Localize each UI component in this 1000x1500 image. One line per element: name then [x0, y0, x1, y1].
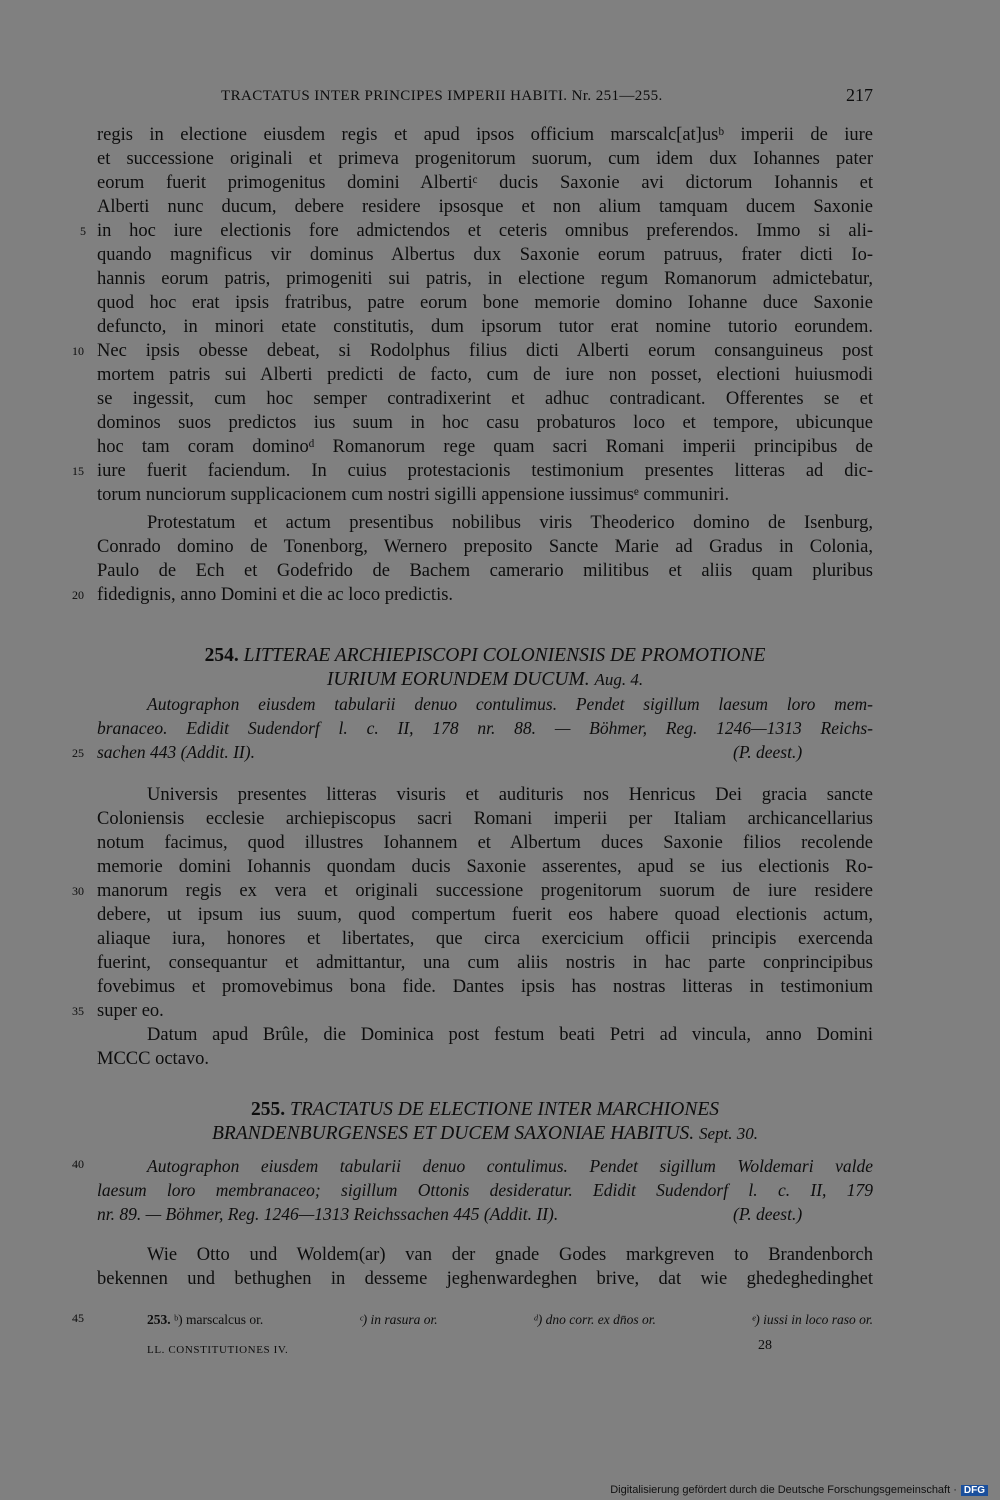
line-number: 20: [72, 588, 84, 602]
text-line: Universis presentes litteras visuris et audituris nos Henricus Dei gracia sancte: [147, 785, 873, 805]
text-line: Nec ipsis obesse debeat, si Rodolphus filius dicti Alberti eorum consanguineus post: [97, 341, 873, 361]
heading-255-date: Sept. 30.: [699, 1124, 759, 1143]
heading-254-title-cont: IURIUM EORUNDEM DUCUM.: [326, 669, 590, 690]
heading-255-title: TRACTATUS DE ELECTIONE INTER MARCHIONES: [289, 1099, 719, 1120]
footnote-c: ᶜ) in rasura or.: [359, 1312, 438, 1327]
note-line: sachen 443 (Addit. II).: [97, 742, 255, 762]
text-line: dominos suos predictos ius suum in hoc casu probaturos loco et tempore, ubicunque: [97, 413, 873, 433]
line-number: 10: [72, 344, 84, 358]
footnote-b: [147, 1312, 263, 1328]
text-line: Wie Otto und Woldem(ar) van der gnade Godes markgreven to Brandenborch: [147, 1245, 873, 1265]
text-line: aliaque iura, honores et libertates, que circa exercicium officii principis exercenda: [97, 929, 873, 949]
note-line: nr. 89. — Böhmer, Reg. 1246—1313 Reichssachen 445 (Addit. II).: [97, 1204, 559, 1224]
text-line: debere, ut ipsum ius suum, quod compertum fuerit eos habere quoad electionis actum,: [97, 905, 873, 925]
footnote-b-text: ᵇ) marscalcus or.: [174, 1312, 264, 1327]
text-line: bekennen und bethughen in desseme jeghenwardeghen brive, dat wie ghedeghedinghet: [97, 1269, 873, 1289]
text-line: fuerint, consequantur et admittantur, una cum aliis nostris in hac parte conprincipibus: [97, 953, 873, 973]
heading-255-line1: [97, 1098, 873, 1122]
text-line: torum nunciorum supplicacionem cum nostri sigilli appensione iussimusᵉ communiri.: [97, 485, 730, 505]
heading-255-number: 255.: [250, 1099, 286, 1120]
text-line: Datum apud Brûle, die Dominica post festum beati Petri ad vincula, anno Domini: [147, 1025, 873, 1045]
text-line: Protestatum et actum presentibus nobilibus viris Theoderico domino de Isenburg,: [147, 513, 873, 533]
text-line: quod hoc erat ipsis fratribus, patre eorum bone memorie domino Iohanne duce Saxonie: [97, 293, 873, 313]
text-line: notum facimus, quod illustres Iohannem et Albertum duces Saxonie filios recolende: [97, 833, 873, 853]
line-number: 45: [72, 1311, 84, 1325]
note-line: Autographon eiusdem tabularii denuo contulimus. Pendet sigillum laesum loro mem-: [147, 694, 873, 714]
text-line: memorie domini Iohannis quondam ducis Saxonie asserentes, apud se ius electionis Ro-: [97, 857, 873, 877]
heading-254-line1: [97, 644, 873, 668]
text-line: hannis eorum patris, primogeniti sui patris, in electione regum Romanorum admictebatur,: [97, 269, 873, 289]
text-line: fovebimus et promovebimus bona fide. Dantes ipsis has nostras litteras in testimonium: [97, 977, 873, 997]
heading-254-date: Aug. 4.: [594, 670, 644, 689]
heading-255-line2: [97, 1122, 873, 1146]
dfg-logo: DFG: [961, 1485, 988, 1496]
heading-254-title: LITTERAE ARCHIEPISCOPI COLONIENSIS DE PROMOTIONE: [243, 645, 766, 666]
note-line: (P. deest.): [733, 742, 803, 762]
text-line: hoc tam coram dominoᵈ Romanorum rege quam sacri Romani imperii principibus de: [97, 437, 873, 457]
text-line: super eo.: [97, 1001, 164, 1021]
line-number: 30: [72, 884, 84, 898]
line-number: 25: [72, 746, 84, 760]
page-number: 217: [846, 85, 873, 105]
text-line: manorum regis ex vera et originali successione progenitorum suorum de iure residere: [97, 881, 873, 901]
note-line: Autographon eiusdem tabularii denuo contulimus. Pendet sigillum Woldemari valde: [147, 1156, 873, 1176]
running-header: [97, 85, 873, 108]
note-line: laesum loro membranaceo; sigillum Ottonis desideratur. Edidit Sudendorf l. c. II, 179: [97, 1180, 873, 1200]
line-number: 5: [80, 224, 86, 238]
text-line: MCCC octavo.: [97, 1049, 210, 1069]
series-title: LL. CONSTITUTIONES IV.: [147, 1344, 289, 1356]
text-line: in hoc iure electionis fore admictendos et ceteris omnibus preferendos. Immo si ali-: [97, 221, 873, 241]
text-line: fidedignis, anno Domini et die ac loco predictis.: [97, 585, 454, 605]
line-number: 40: [72, 1157, 84, 1171]
footnote-d: ᵈ) dno corr. ex dn̄os or.: [533, 1312, 656, 1327]
line-number: 15: [72, 464, 84, 478]
footnotes: [147, 1312, 873, 1328]
footnote-label: 253.: [147, 1312, 171, 1327]
text-line: quando magnificus vir dominus Albertus dux Saxonie eorum patruus, frater dicti Io-: [97, 245, 873, 265]
dfg-credit-text: Digitalisierung gefördert durch die Deutsche Forschungsgemeinschaft ·: [610, 1484, 957, 1496]
note-line: branaceo. Edidit Sudendorf l. c. II, 178 nr. 88. — Böhmer, Reg. 1246—1313 Reichs-: [97, 718, 873, 738]
text-line: eorum fuerit primogenitus domini Albertiᶜ ducis Saxonie avi dictorum Iohannis et: [97, 173, 873, 193]
text-line: iure fuerit faciendum. In cuius protestacionis testimonium presentes litteras ad dic-: [97, 461, 873, 481]
text-line: Paulo de Ech et Godefrido de Bachem camerario militibus et aliis quam pluribus: [97, 561, 873, 581]
text-line: mortem patris sui Alberti predicti de facto, cum de iure non posset, electioni huiusmodi: [97, 365, 873, 385]
line-number: 35: [72, 1004, 84, 1018]
heading-255-title-cont: BRANDENBURGENSES ET DUCEM SAXONIAE HABITUS.: [211, 1123, 695, 1144]
text-line: se ingessit, cum hoc semper contradixerint et adhuc contradicant. Offerentes se et: [97, 389, 873, 409]
heading-254-number: 254.: [204, 645, 239, 666]
text-line: Conrado domino de Tonenborg, Wernero preposito Sancte Marie ad Gradus in Colonia,: [97, 537, 873, 557]
text-line: et successione originali et primeva progenitorum suorum, cum idem dux Iohannes pater: [97, 149, 873, 169]
text-line: defuncto, in minori etate constitutis, dum ipsorum tutor erat nomine tutorio eorundem.: [97, 317, 873, 337]
header-title: TRACTATUS INTER PRINCIPES IMPERII HABITI. Nr. 251—255.: [221, 88, 663, 104]
text-line: Alberti nunc ducum, debere residere ipsosque et non alium tamquam ducem Saxonie: [97, 197, 873, 217]
footnote-e: ᵉ) iussi in loco raso or.: [751, 1312, 873, 1327]
text-line: regis in electione eiusdem regis et apud ipsos officium marscalc[at]usᵇ imperii de iure: [97, 125, 873, 145]
text-line: Coloniensis ecclesie archiepiscopus sacri Romani imperii per Italiam archicancellarius: [97, 809, 873, 829]
note-line: (P. deest.): [733, 1204, 803, 1224]
heading-254-line2: [97, 668, 873, 692]
signature-mark: 28: [758, 1338, 772, 1353]
dfg-credit: [610, 1484, 988, 1496]
